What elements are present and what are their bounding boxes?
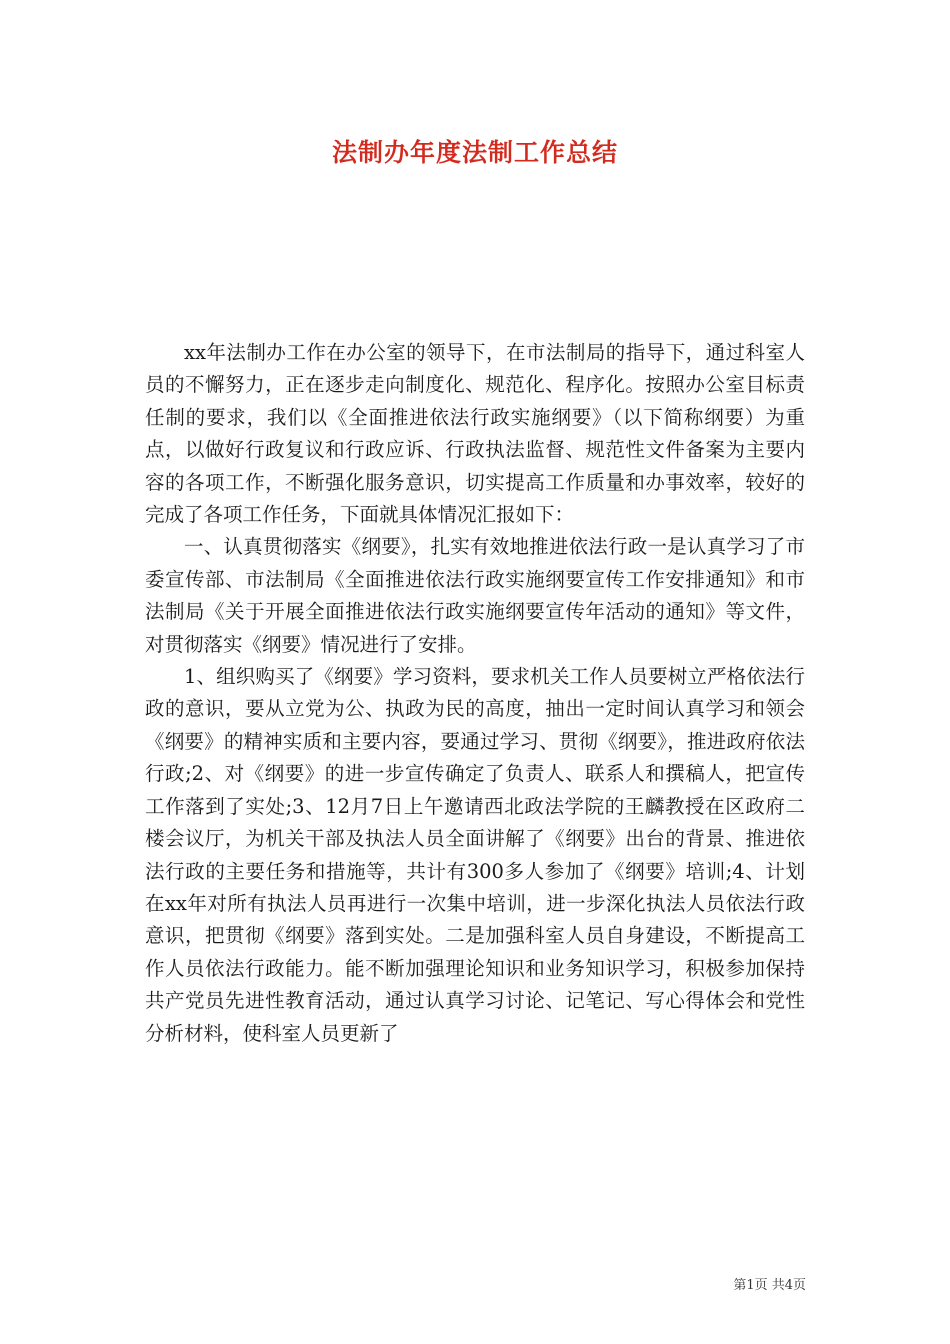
paragraph-section-one: 一、认真贯彻落实《纲要》，扎实有效地推进依法行政一是认真学习了市委宣传部、市法制局《全面推进依法行政实施纲要宣传工作安排通知》和市法制局《关于开展全面推进依法行政实施纲要宣传年活动的通知》等文件，对贯彻落实《纲要》情况进行了安排。: [145, 535, 805, 656]
document-title: 法制办年度法制工作总结: [331, 138, 618, 167]
page-number-footer: 第1页 共4页: [733, 1278, 806, 1293]
paragraph-intro: xx年法制办工作在办公室的领导下，在市法制局的指导下，通过科室人员的不懈努力，正在逐步走向制度化、规范化、程序化。按照办公室目标责任制的要求，我们以《全面推进依法行政实施纲要》（以下简称纲要）为重点，以做好行政复议和行政应诉、行政执法监督、规范性文件备案为主要内容的各项工作，不断强化服务意识，切实提高工作质量和办事效率，较好的完成了各项工作任务，下面就具体情况汇报如下：: [145, 341, 805, 527]
paragraph-details: 1、组织购买了《纲要》学习资料，要求机关工作人员要树立严格依法行政的意识，要从立党为公、执政为民的高度，抽出一定时间认真学习和领会《纲要》的精神实质和主要内容，要通过学习、贯彻《纲要》，推进政府依法行政;2、对《纲要》的进一步宣传确定了负责人、联系人和撰稿人，把宣传工作落到了实处;3、12月7日上午邀请西北政法学院的王麟教授在区政府二楼会议厅，为机关干部及执法人员全面讲解了《纲要》出台的背景、推进依法行政的主要任务和措施等，共计有300多人参加了《纲要》培训;4、计划在xx年对所有执法人员再进行一次集中培训，进一步深化执法人员依法行政意识，把贯彻《纲要》落到实处。二是加强科室人员自身建设，不断提高工作人员依法行政能力。能不断加强理论知识和业务知识学习，积极参加保持共产党员先进性教育活动，通过认真学习讨论、记笔记、写心得体会和党性分析材料，使科室人员更新了: [145, 665, 805, 1045]
document-body: [145, 337, 805, 1050]
